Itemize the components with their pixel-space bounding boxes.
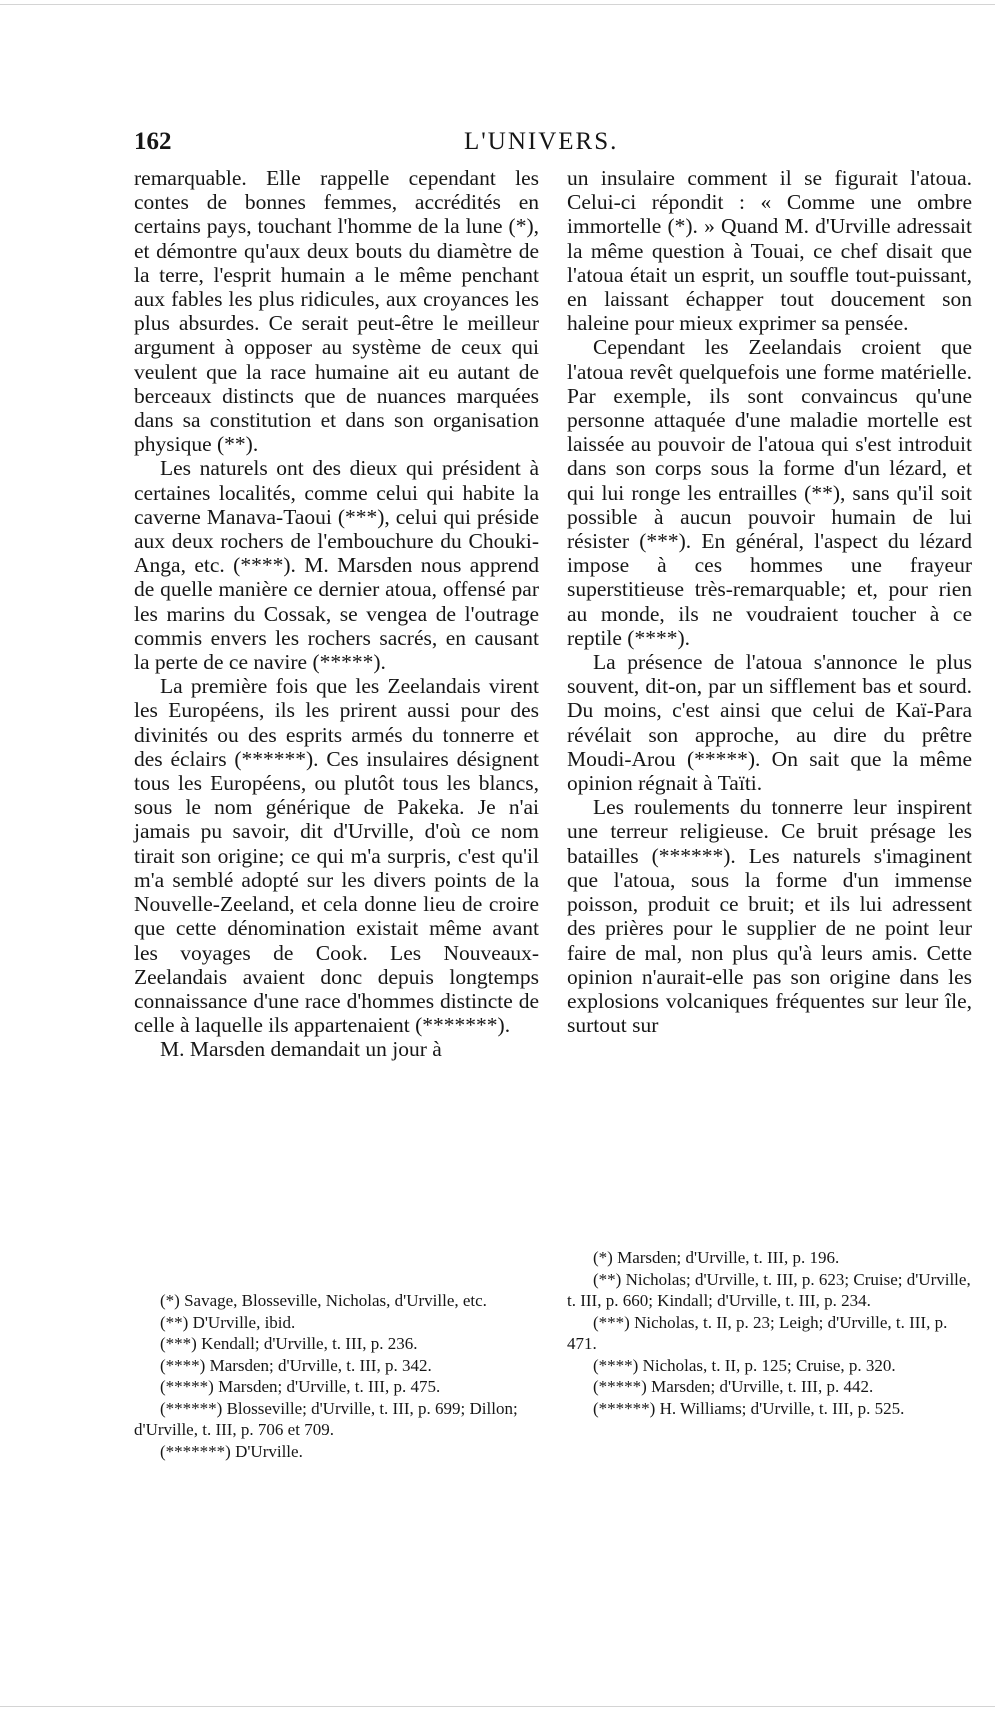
footnote: (******) H. Williams; d'Urville, t. III, p. 525. (593, 1398, 905, 1418)
footnotes-left (134, 1290, 539, 1462)
footnote: (*******) D'Urville. (160, 1441, 303, 1461)
page-number: 162 (134, 128, 172, 155)
left-column (134, 166, 539, 1062)
paragraph: Les naturels ont des dieux qui président à certaines localités, comme celui qui habite la caverne Manava-Taoui (***), celui qui préside aux deux rochers de l'embouchure du Chouki-Anga, etc. (****). M. Marsden nous apprend de quelle manière ce dernier atoua, offensé par les marins du Cossak, se vengea de l'outrage commis envers les rochers sacrés, en causant la perte de ce navire (*****). (134, 456, 539, 675)
scan-edge-bottom (0, 1706, 995, 1707)
paragraph: Cependant les Zeelandais croient que l'atoua revêt quelquefois une forme matérielle. Par exemple, ils sont convaincus qu'une personne attaquée d'une maladie mortelle est laissée au pouvoir de l'atoua qui s'est introduit dans son corps sous la forme d'un lézard, et qui lui ronge les entrailles (**), sans qu'il soit possible à aucun pouvoir humain de lui résister (***). En général, l'aspect du lézard impose à ces hommes une frayeur superstitieuse très-remarquable; et, pour rien au monde, ils ne voudraient toucher à ce reptile (****). (567, 335, 972, 650)
footnote: (***) Nicholas, t. II, p. 23; Leigh; d'Urville, t. III, p. 471. (567, 1312, 948, 1353)
paragraph: remarquable. Elle rappelle cependant les contes de bonnes femmes, accrédités en certains pays, touchant l'homme de la lune (*), et démontre qu'aux deux bouts du diamètre de la terre, l'esprit humain a le même penchant aux fables les plus ridicules, aux croyances les plus absurdes. Ce serait peut-être le meilleur argument à opposer au système de ceux qui veulent que la race humaine ait eu autant de berceaux distincts que de nuances marquées dans sa constitution et dans son organisation physique (**). (134, 166, 539, 457)
running-title: L'UNIVERS. (464, 128, 619, 155)
paragraph: La première fois que les Zeelandais virent les Européens, ils les prirent aussi pour des divinités ou des esprits armés du tonnerre et des éclairs (******). Ces insulaires désignent tous les Européens, ou plutôt tous les blancs, sous le nom générique de Pakeka. Je n'ai jamais pu savoir, dit d'Urville, d'où ce nom tirait son origine; ce qui m'a surpris, c'est qu'il m'a semblé adopté sur les divers points de la Nouvelle-Zeeland, et cela donne lieu de croire que cette dénomination existait même avant les voyages de Cook. Les Nouveaux-Zeelandais avaient donc depuis longtemps connaissance d'une race d'hommes distincte de celle à laquelle ils appartenaient (*******). (134, 674, 539, 1038)
footnote: (*****) Marsden; d'Urville, t. III, p. 475. (160, 1377, 441, 1396)
paragraph: un insulaire comment il se figurait l'atoua. Celui-ci répondit : « Comme une ombre immortelle (*). » Quand M. d'Urville adressait la même question à Touai, ce chef disait que l'atoua était un esprit, un souffle tout-puissant, en laissant échapper tout doucement son haleine pour mieux exprimer sa pensée. (567, 166, 972, 336)
page-header (134, 128, 620, 162)
footnote: (****) Nicholas, t. II, p. 125; Cruise, p. 320. (593, 1355, 896, 1375)
footnote: (**) Nicholas; d'Urville, t. III, p. 623; Cruise; d'Urville, t. III, p. 660; Kindall; d'Urville, t. III, p. 234. (567, 1269, 971, 1310)
footnotes-right (567, 1247, 972, 1419)
paragraph: M. Marsden demandait un jour à (160, 1037, 442, 1062)
paragraph: Les roulements du tonnerre leur inspirent une terreur religieuse. Ce bruit présage les batailles (******). Les naturels s'imaginent que l'atoua, sous la forme d'un immense poisson, produit ce bruit; et ils lui adressent des prières pour le supplier de ne point leur faire de mal, non plus qu'à leurs amis. Cette opinion n'aurait-elle pas son origine dans les explosions volcaniques fréquentes sur leur île, surtout sur (567, 795, 972, 1038)
footnote: (**) D'Urville, ibid. (160, 1312, 296, 1332)
footnote: (****) Marsden; d'Urville, t. III, p. 342. (160, 1355, 432, 1375)
footnote: (***) Kendall; d'Urville, t. III, p. 236. (160, 1334, 418, 1353)
paragraph: La présence de l'atoua s'annonce le plus souvent, dit-on, par un sifflement bas et sourd. Du moins, c'est ainsi que celui de Kaï-Para révélait son approche, au dire du prêtre Moudi-Arou (*****). On sait que la même opinion régnait à Taïti. (567, 650, 972, 796)
scan-edge-top (0, 4, 995, 5)
footnote: (*) Marsden; d'Urville, t. III, p. 196. (593, 1248, 840, 1267)
footnote: (*****) Marsden; d'Urville, t. III, p. 442. (593, 1377, 874, 1396)
right-column (567, 166, 972, 1037)
footnote: (*) Savage, Blosseville, Nicholas, d'Urville, etc. (160, 1291, 487, 1310)
footnote: (******) Blosseville; d'Urville, t. III, p. 699; Dillon; d'Urville, t. III, p. 706 et 709. (134, 1398, 518, 1439)
